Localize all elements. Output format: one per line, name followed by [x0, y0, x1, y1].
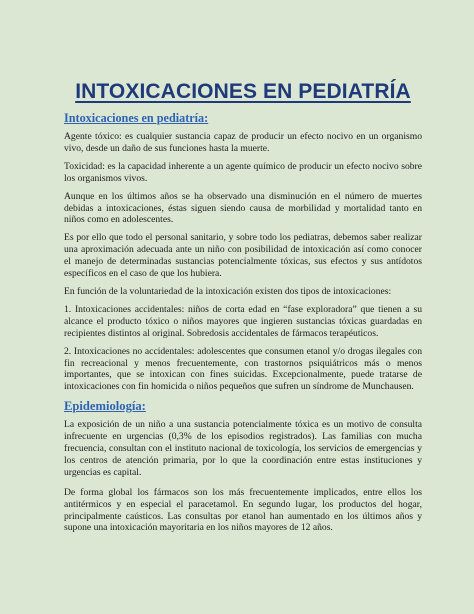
- section-heading-intoxicaciones: Intoxicaciones en pediatría:: [64, 111, 209, 125]
- paragraph-agente-toxico: Agente tóxico: es cualquier sustancia capaz de producir un efecto nocivo en un organismo vivo, desde un daño de sus funciones hasta la muerte.: [64, 131, 422, 154]
- paragraph-personal-sanitario: Es por ello que todo el personal sanitario, y sobre todo los pediatras, debemos saber realizar una aproximación adecuada ante un niño con posibilidad de intoxicación así como conocer el manejo de determinadas sustancias potencialmente tóxicas, sus efectos y sus antídotos específicos en el caso de que los hubiera.: [64, 232, 422, 280]
- paragraph-farmacos: De forma global los fármacos son los más frecuentemente implicados, entre ellos los antitérmicos y en especial el paracetamol. En segundo lugar, los productos del hogar, principalmente caústicos. Las consultas por etanol han aumentado en los últimos años y supone una intoxicación mayoritaria en los niños mayores de 12 años.: [64, 486, 422, 534]
- section-heading-epidemiologia: Epidemiología:: [64, 399, 146, 414]
- paragraph-accidentales: 1. Intoxicaciones accidentales: niños de corta edad en “fase exploradora” que tienen a su alcance el producto tóxico o niños mayores que ingieren sustancias tóxicas guardadas en recipientes distintos al original. Sobredosis accidentales de fármacos terapéuticos.: [64, 303, 422, 339]
- paragraph-disminucion: Aunque en los últimos años se ha observado una disminución en el número de muertes debidas a intoxicaciones, éstas siguen siendo causa de morbilidad y mortalidad tanto en niños como en adolescentes.: [64, 190, 422, 226]
- document-title: INTOXICACIONES EN PEDIATRÍA: [75, 80, 411, 103]
- paragraph-no-accidentales: 2. Intoxicaciones no accidentales: adolescentes que consumen etanol y/o drogas ilegales con fin recreacional y menos frecuentemente, con trastornos psiquiátricos más o menos importantes, que se intoxican con fines suicidas. Excepcionalmente, puede tratarse de intoxicaciones con fin homicida o niños pequeños que sufren un síndrome de Munchausen.: [64, 345, 422, 393]
- paragraph-tipos: En función de la voluntariedad de la intoxicación existen dos tipos de intoxicaciones:: [64, 285, 392, 297]
- paragraph-exposicion: La exposición de un niño a una sustancia potencialmente tóxica es un motivo de consulta infrecuente en urgencias (0,3% de los episodios registrados). Las familias con mucha frecuencia, consultan con el instituto nacional de toxicología, los servicios de emergencias y los centros de atención primaria, por lo que la coordinación entre estas instituciones y urgencias es capital.: [64, 419, 422, 478]
- paragraph-toxicidad: Toxicidad: es la capacidad inherente a un agente químico de producir un efecto nocivo sobre los organismos vivos.: [64, 160, 422, 184]
